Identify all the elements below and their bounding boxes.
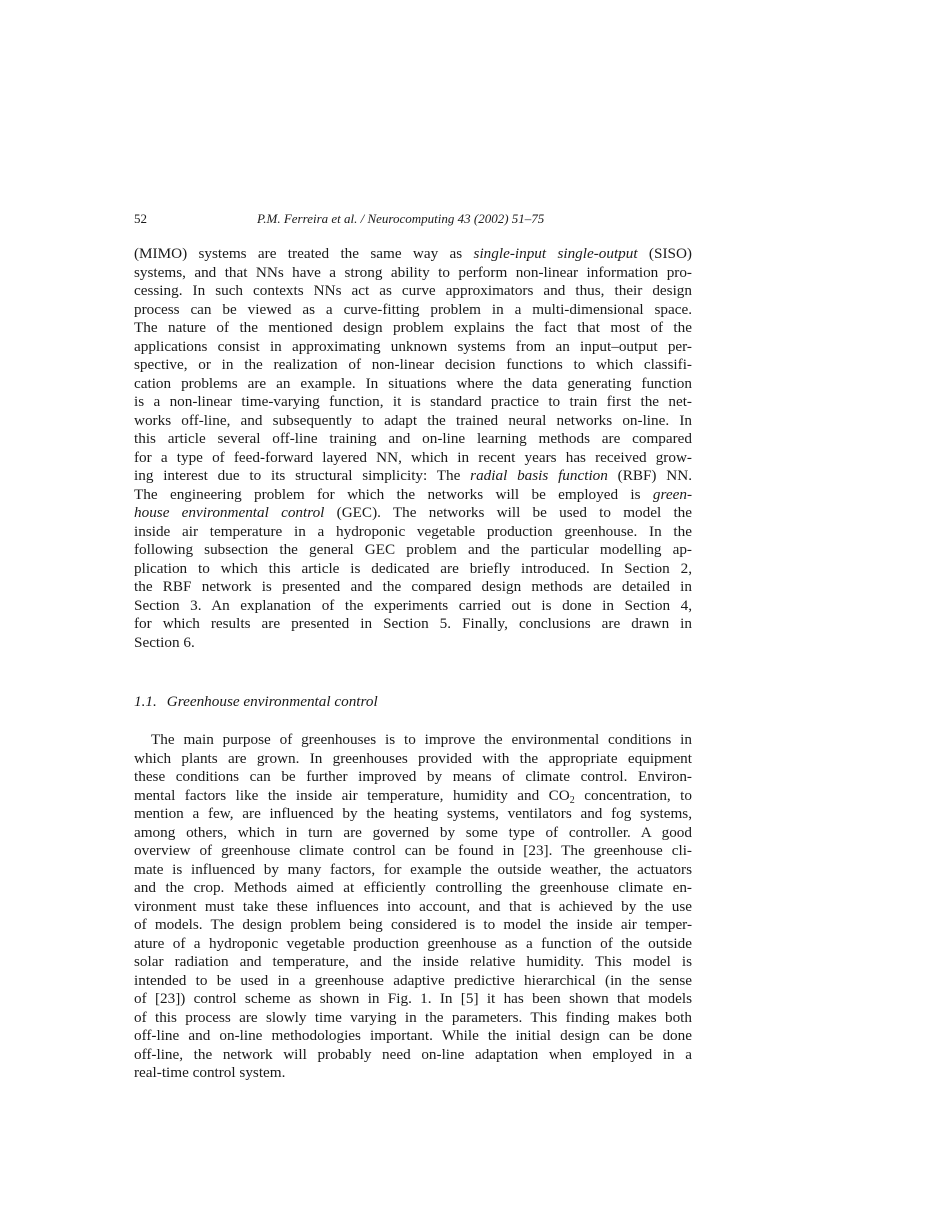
text-line: plication to which this article is dedicated are briefly introduced. In Section 2, bbox=[134, 559, 692, 577]
text-line: off-line, the network will probably need on-line adaptation when employed in a bbox=[134, 1045, 692, 1063]
text-line: cessing. In such contexts NNs act as curve approximators and thus, their design bbox=[134, 282, 692, 299]
text-line: intended to be used in a greenhouse adaptive predictive hierarchical (in the sense bbox=[134, 971, 692, 989]
text-line: applications consist in approximating unknown systems from an input–output per- bbox=[134, 337, 692, 355]
page-number: 52 bbox=[134, 211, 147, 226]
text-line: off-line and on-line methodologies important. While the initial design can be done bbox=[134, 1027, 692, 1044]
text-line: house environmental control (GEC). The networks will be used to model the bbox=[134, 504, 692, 521]
text-line: works off-line, and subsequently to adapt the trained neural networks on-line. In bbox=[134, 411, 692, 429]
text-line: real-time control system. bbox=[134, 1064, 286, 1081]
text-line: Section 3. An explanation of the experiments carried out is done in Section 4, bbox=[134, 596, 692, 614]
intro-paragraph bbox=[134, 245, 692, 652]
text-line: and the crop. Methods aimed at efficiently controlling the greenhouse climate en- bbox=[134, 879, 692, 896]
text-line: the RBF network is presented and the compared design methods are detailed in bbox=[134, 578, 692, 595]
text-line: Section 6. bbox=[134, 633, 195, 651]
section-heading bbox=[134, 692, 378, 712]
text-line: of models. The design problem being considered is to model the inside air temper- bbox=[134, 916, 692, 933]
section-number: 1.1. bbox=[134, 693, 157, 710]
text-line: ing interest due to its structural simplicity: The radial basis function (RBF) NN. bbox=[134, 467, 692, 484]
journal-reference: P.M. Ferreira et al. / Neurocomputing 43 (2002) 51–75 bbox=[257, 211, 545, 226]
text-line: The main purpose of greenhouses is to improve the environmental conditions in bbox=[151, 731, 692, 748]
running-header bbox=[134, 209, 692, 229]
text-line: of this process are slowly time varying in the parameters. This finding makes both bbox=[134, 1008, 692, 1026]
text-line: following subsection the general GEC problem and the particular modelling ap- bbox=[134, 541, 692, 558]
text-line: mental factors like the inside air temperature, humidity and $CO_2$ concentration, to bbox=[134, 786, 692, 806]
text-line: solar radiation and temperature, and the inside relative humidity. This model is bbox=[134, 953, 692, 970]
text-line: for which results are presented in Section 5. Finally, conclusions are drawn in bbox=[134, 615, 692, 632]
text-line: these conditions can be further improved by means of climate control. Environ- bbox=[134, 768, 692, 785]
body-paragraph bbox=[134, 731, 692, 1083]
text-line: this article several off-line training and on-line learning methods are compared bbox=[134, 430, 692, 447]
text-line: vironment must take these influences into account, and that is achieved by the use bbox=[134, 897, 692, 915]
text-line: mention a few, are influenced by the heating systems, ventilators and fog systems, bbox=[134, 805, 692, 822]
text-line: inside air temperature in a hydroponic vegetable production greenhouse. In the bbox=[134, 522, 692, 540]
text-line: The nature of the mentioned design problem explains the fact that most of the bbox=[134, 319, 692, 336]
text-line: ature of a hydroponic vegetable production greenhouse as a function of the outside bbox=[134, 934, 692, 952]
text-line: among others, which in turn are governed by some type of controller. A good bbox=[134, 823, 692, 841]
section-title: Greenhouse environmental control bbox=[166, 693, 378, 710]
text-line: for a type of feed-forward layered NN, which in recent years has received grow- bbox=[134, 448, 692, 466]
text-line: The engineering problem for which the networks will be employed is green- bbox=[134, 485, 692, 503]
text-line: systems, and that NNs have a strong ability to perform non-linear information pro- bbox=[134, 263, 692, 281]
text-line: process can be viewed as a curve-fitting problem in a multi-dimensional space. bbox=[134, 300, 692, 318]
text-line: cation problems are an example. In situations where the data generating function bbox=[134, 374, 692, 392]
text-line: which plants are grown. In greenhouses provided with the appropriate equipment bbox=[134, 749, 692, 767]
text-line: mate is influenced by many factors, for example the outside weather, the actuators bbox=[134, 860, 692, 878]
text-line: overview of greenhouse climate control can be found in [23]. The greenhouse cli- bbox=[134, 842, 692, 859]
text-line: is a non-linear time-varying function, it is standard practice to train first the net- bbox=[134, 393, 692, 410]
text-line: (MIMO) systems are treated the same way as single-input single-output (SISO) bbox=[134, 245, 692, 262]
text-line: spective, or in the realization of non-linear decision functions to which classifi- bbox=[134, 356, 692, 373]
text-line: of [23]) control scheme as shown in Fig. 1. In [5] it has been shown that models bbox=[134, 990, 692, 1007]
